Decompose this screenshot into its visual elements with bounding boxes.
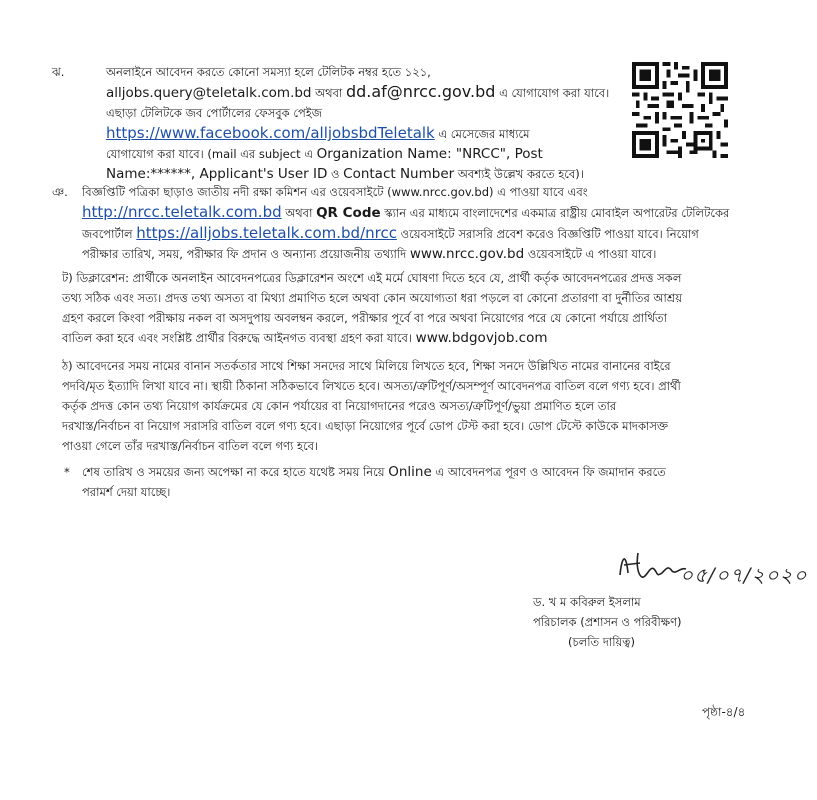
jha-email-query[interactable]: alljobs.query@teletalk.com.bd [106,85,312,101]
jha-line-2 [106,82,622,103]
jha-line-4 [106,123,622,144]
tha-line-1: ঠ) আবেদনের সময় নামের বানান সতর্কতার সাথে শিক্ষা সনদের সাথে মিলিয়ে লিখতে হবে, শিক্ষা সনদে উল্লিখিত নামের বানানের বাইরে [62,359,671,373]
note-text-2: এ আবেদনপত্র পূরণ ও আবেদন ফি জমাদান করতে [435,465,666,479]
ta-line-3: গ্রহণ করলে কিংবা পরীক্ষায় নকল বা অসদুপায় অবলম্বন করলে, পরীক্ষার পূর্বে বা পরে অথবা নিয়োগের পরে যে কোনো পর্যায়ে প্রার্থিতা [62,311,667,325]
note-line-2: পরামর্শ দেয়া যাচ্ছে। [82,485,171,499]
note-line-1 [82,462,734,482]
alljobs-nrcc-link[interactable]: https://alljobs.teletalk.com.bd/nrcc [136,224,397,242]
signer-name: ড. খ ম কবিরুল ইসলাম [533,595,641,609]
jha-message-text: এ মেসেজের মাধ্যমে [438,127,530,141]
signer-designation: পরিচালক (প্রশাসন ও পরিবীক্ষণ) [533,615,682,629]
nya-available-text: ওয়েবসাইটে এ পাওয়া যাবে। [527,247,657,261]
signature [616,545,806,593]
ta-legal-text: বাতিল করা হবে এবং সংশ্লিষ্ট প্রার্থীর বিরুদ্ধে আইনগত ব্যবস্থা গ্রহণ করা যাবে। [62,331,413,345]
jha-and: ও [331,167,340,181]
page-number: পৃষ্ঠা-৪/৪ [702,705,746,719]
tha-line-4: দরখাস্ত/নির্বাচন বা নিয়োগ সরাসরি বাতিল বলে গণ্য হবে। এছাড়া নিয়োগের পূর্বে ডোপ টেস্ট করা হবে। ডোপ টেস্টে কাউকে মাদকাসক্ত [62,419,669,433]
note-text-1: শেষ তারিখ ও সময়ের জন্য অপেক্ষা না করে হাতে যথেষ্ট সময় নিয়ে [82,465,385,479]
nya-jobportal-text: জবপোর্টাল [82,227,133,241]
section-jha-marker: ঝ. [52,65,65,79]
jha-mail-subject-text: যোগাযোগ করা যাবে। (mail এর subject এ [106,147,313,161]
jha-mandatory-text: অবশ্যই উল্লেখ করতে হবে)। [457,167,584,181]
jha-contact-text: এ যোগাযোগ করা যাবে। [499,86,610,100]
jha-or: অথবা [315,86,343,100]
ta-line-1: ট) ডিক্লারেশন: প্রার্থীকে অনলাইন আবেদনপত্রের ডিক্লারেশন অংশে এই মর্মে ঘোষণা দিতে হবে যে, প্রার্থী কর্তৃক আবেদনপত্রের প্রদত্ত সকল [62,271,682,285]
jha-line-1: অনলাইনে আবেদন করতে কোনো সমস্যা হলে টেলিটক নম্বর হতে ১২১, [106,65,431,79]
note-marker: * [64,465,70,479]
nrcc-teletalk-link[interactable]: http://nrcc.teletalk.com.bd [82,203,282,221]
jha-line-5 [106,144,622,164]
nya-qr-label: QR Code [316,205,381,221]
nya-line-1: বিজ্ঞপ্তিটি পত্রিকা ছাড়াও জাতীয় নদী রক্ষা কমিশন এর ওয়েবসাইটে (www.nrcc.gov.bd) এ পাওয়া যাবে এবং [82,185,588,199]
jha-contact-label: Contact Number [343,166,455,182]
nya-direct-text: ওয়েবসাইটে সরাসরি প্রবেশ করেও বিজ্ঞপ্তিটি পাওয়া যাবে। নিয়োগ [400,227,699,241]
nya-line-2 [82,202,734,223]
section-nya-marker: ঞ. [52,185,68,199]
nya-scan-text: স্ক্যান এর মাধ্যমে বাংলাদেশের একমাত্র রাষ্ট্রীয় মোবাইল অপারেটর টেলিটকের [384,206,730,220]
signature-date: ০৫/০৭/২০২০ [680,563,808,587]
ta-site[interactable]: www.bdgovjob.com [415,330,548,346]
nya-line-4 [82,244,734,264]
tha-line-2: পদবি/মৃত ইত্যাদি লিখা যাবে না। স্থায়ী ঠিকানা সঠিকভাবে লিখতে হবে। অসত্য/ত্রুটিপূর্ণ/অসম্পূর্ণ আবেদনপত্র বাতিল বলে গণ্য হবে। প্রার্থী [62,379,681,393]
section-nya [82,182,734,264]
signer-status: (চলতি দায়িত্ব) [568,635,635,649]
signature-initials [622,553,624,554]
ta-line-4 [62,328,734,348]
facebook-link[interactable]: https://www.facebook.com/alljobsbdTeletalk [106,124,435,142]
jha-org-label: Organization Name: "NRCC", Post [316,146,543,162]
section-jha [106,62,622,184]
note-online: Online [388,464,432,480]
nya-line-3 [82,223,734,244]
ta-line-2: তথ্য সঠিক এবং সত্য। প্রদত্ত তথ্য অসত্য বা মিথ্যা প্রমাণিত হলে অথবা কোন অযোগ্যতা ধরা পড়লে বা কোনো প্রতারণা বা দুর্নীতির আশ্রয় [62,291,682,305]
jha-line-6 [106,164,622,184]
tha-line-5: পাওয়া গেলে তাঁর দরখাস্ত/নির্বাচন বাতিল বলে গণ্য হবে। [62,439,319,453]
jha-email-dd[interactable]: dd.af@nrcc.gov.bd [345,82,496,101]
qr-code-icon[interactable] [632,62,728,158]
jha-post-label: Name:******, Applicant's User ID [106,166,328,182]
nya-site[interactable]: www.nrcc.gov.bd [409,246,525,262]
section-ta [62,268,734,348]
nya-exam-info-text: পরীক্ষার তারিখ, সময়, পরীক্ষার ফি প্রদান ও অন্যান্য প্রয়োজনীয় তথ্যাদি [82,247,407,261]
nya-or: অথবা [285,206,313,220]
section-tha [62,356,734,456]
jha-line-3: এছাড়া টেলিটকে জব পোর্টালের ফেসবুক পেইজ [106,106,323,120]
section-note [82,462,734,502]
tha-line-3: কর্তৃক প্রদত্ত কোন তথ্য নিয়োগ কার্যক্রমের যে কোন পর্যায়ের বা নিয়োগদানের পরেও অসত্য/ত্রুটিপূর্ণ/ভুয়া প্রমাণিত হলে তার [62,399,617,413]
